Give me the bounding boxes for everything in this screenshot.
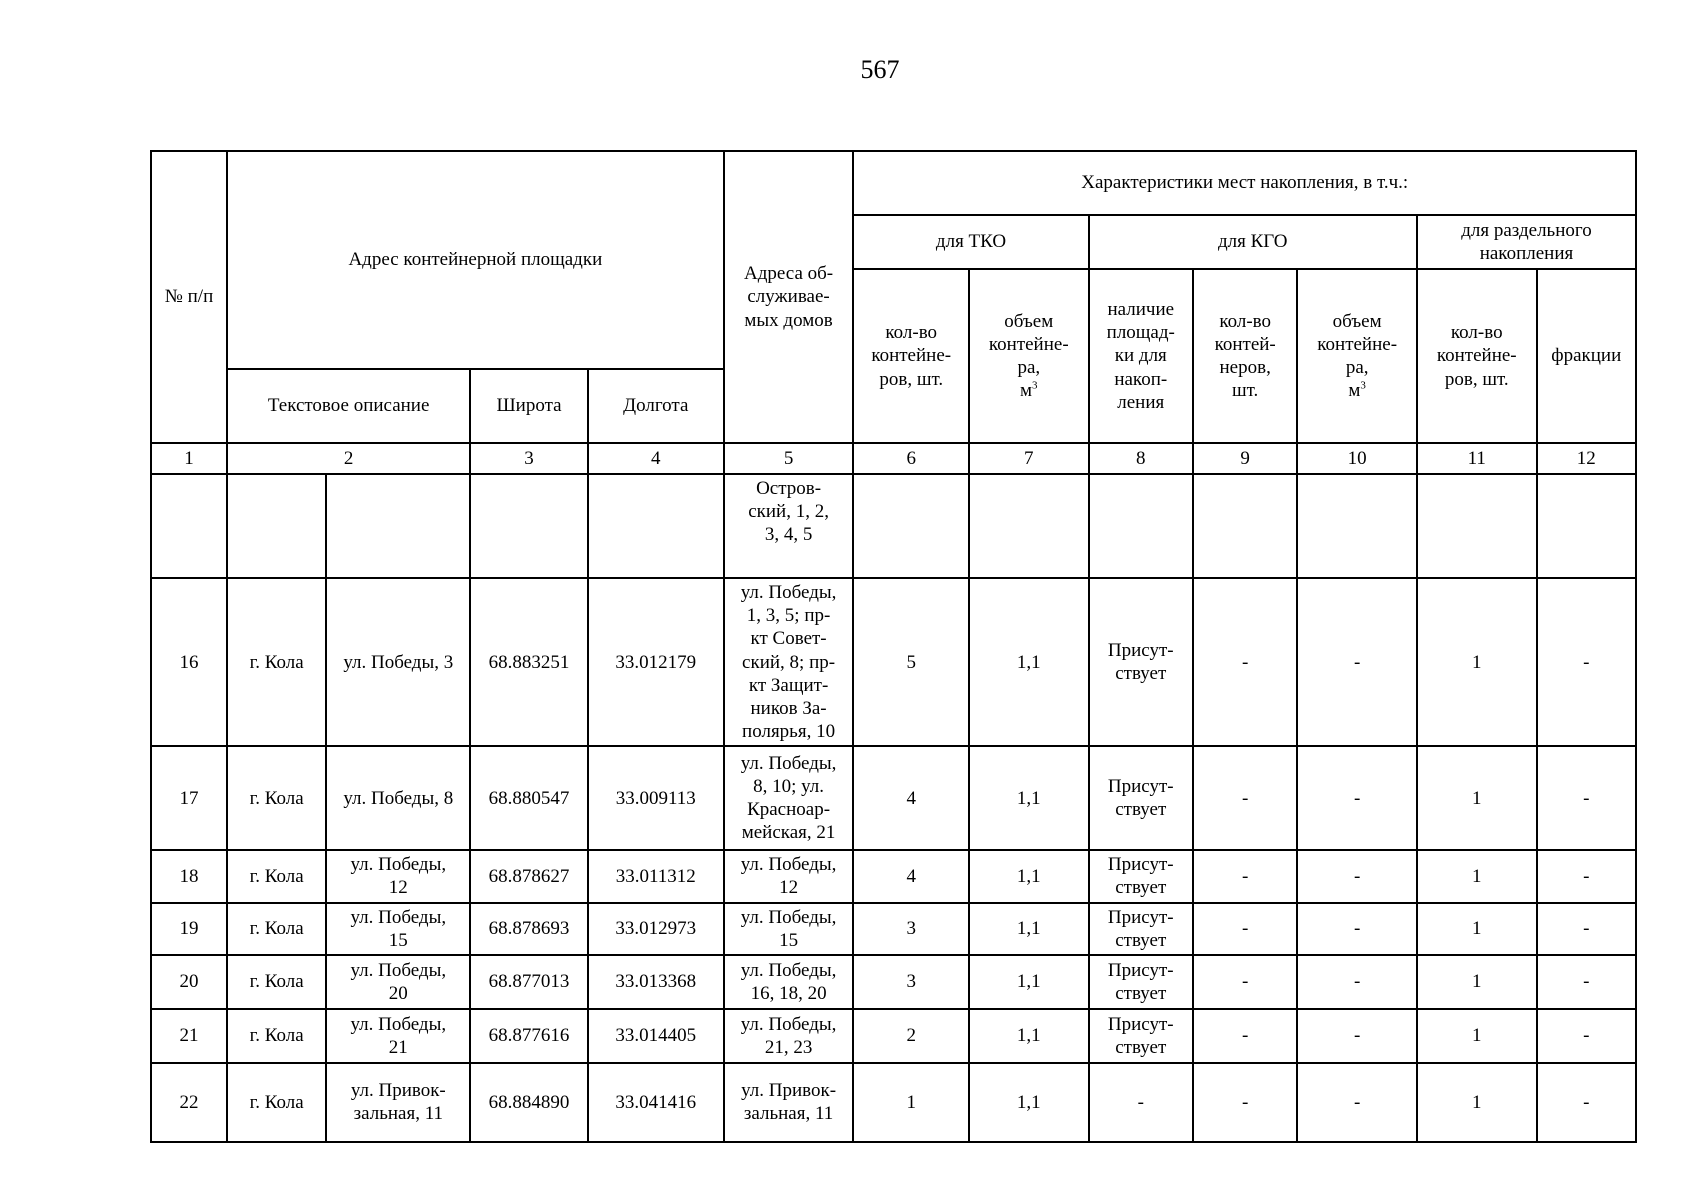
cell-num: 16 [151,578,227,746]
cell-sep-count: 1 [1417,955,1537,1009]
cell-empty [1193,474,1297,578]
cell-latitude: 68.877013 [470,955,588,1009]
header-kgo-volume: объем контейне- ра, $м^3$ [1297,269,1417,443]
cell-street: ул. Победы, 15 [326,903,470,955]
cell-sep-count: 1 [1417,850,1537,902]
cell-longitude: 33.012179 [588,578,724,746]
header-tko-volume: объем контейне- ра, $м^3$ [969,269,1089,443]
cell-sep-fractions: - [1537,1063,1636,1142]
header-longitude: Долгота [588,369,724,443]
header-kgo-presence: наличие площад- ки для накоп- ления [1089,269,1193,443]
table-row [151,746,1636,850]
cell-empty [1297,474,1417,578]
col-number: 9 [1193,443,1297,474]
header-tko: для ТКО [853,215,1088,269]
cell-city: г. Кола [227,1009,326,1063]
cell-longitude: 33.014405 [588,1009,724,1063]
col-number: 10 [1297,443,1417,474]
cell-sep-count: 1 [1417,1009,1537,1063]
col-number: 5 [724,443,854,474]
cell-kgo-volume: - [1297,578,1417,746]
header-tko-count: кол-во контейне- ров, шт. [853,269,969,443]
header-kgo: для КГО [1089,215,1417,269]
cell-empty [227,474,326,578]
table-row [151,1063,1636,1142]
cell-tko-volume: 1,1 [969,1063,1089,1142]
cell-tko-count: 5 [853,578,969,746]
cell-num: 19 [151,903,227,955]
cell-empty [1417,474,1537,578]
col-number: 7 [969,443,1089,474]
header-separate: для раздельного накопления [1417,215,1636,269]
cell-empty [470,474,588,578]
cell-kgo-count: - [1193,903,1297,955]
cell-tko-count: 4 [853,746,969,850]
cell-tko-count: 4 [853,850,969,902]
cell-kgo-count: - [1193,1063,1297,1142]
cell-tko-volume: 1,1 [969,746,1089,850]
table-row [151,1009,1636,1063]
header-kgo-count: кол-во контей- неров, шт. [1193,269,1297,443]
cell-sep-fractions: - [1537,578,1636,746]
cell-street: ул. Победы, 12 [326,850,470,902]
cell-city: г. Кола [227,746,326,850]
cell-sep-fractions: - [1537,903,1636,955]
cell-served-houses: ул. Победы, 21, 23 [724,1009,854,1063]
cell-served-houses: Остров- ский, 1, 2, 3, 4, 5 [724,474,854,578]
cell-num: 20 [151,955,227,1009]
cell-sep-fractions: - [1537,955,1636,1009]
col-number: 3 [470,443,588,474]
cell-kgo-presence: Присут- ствует [1089,1009,1193,1063]
cell-kgo-presence: - [1089,1063,1193,1142]
header-text-description: Текстовое описание [227,369,470,443]
cell-tko-volume: 1,1 [969,578,1089,746]
cell-kgo-presence: Присут- ствует [1089,746,1193,850]
cell-city: г. Кола [227,850,326,902]
col-number: 12 [1537,443,1636,474]
cell-empty [588,474,724,578]
cell-sep-count: 1 [1417,903,1537,955]
cell-empty [151,474,227,578]
cell-tko-count: 2 [853,1009,969,1063]
cell-sep-count: 1 [1417,578,1537,746]
cell-empty [326,474,470,578]
cell-num: 18 [151,850,227,902]
cell-empty [853,474,969,578]
cell-empty [1089,474,1193,578]
col-number: 11 [1417,443,1537,474]
cell-kgo-presence: Присут- ствует [1089,850,1193,902]
cell-kgo-presence: Присут- ствует [1089,903,1193,955]
cell-served-houses: ул. Победы, 15 [724,903,854,955]
cell-tko-volume: 1,1 [969,850,1089,902]
cell-tko-count: 3 [853,903,969,955]
cell-num: 22 [151,1063,227,1142]
cell-city: г. Кола [227,955,326,1009]
cell-city: г. Кола [227,1063,326,1142]
cell-kgo-volume: - [1297,746,1417,850]
cell-kgo-count: - [1193,578,1297,746]
cell-tko-volume: 1,1 [969,955,1089,1009]
cell-street: ул. Привок- зальная, 11 [326,1063,470,1142]
cell-latitude: 68.878693 [470,903,588,955]
cell-street: ул. Победы, 20 [326,955,470,1009]
cell-sep-fractions: - [1537,1009,1636,1063]
cell-tko-count: 1 [853,1063,969,1142]
header-served-houses: Адреса об- служивае- мых домов [724,151,854,443]
cell-kgo-volume: - [1297,903,1417,955]
cell-empty [969,474,1089,578]
page-number: 567 [860,55,900,84]
cell-empty [1537,474,1636,578]
cell-city: г. Кола [227,903,326,955]
table-row [151,955,1636,1009]
header-latitude: Широта [470,369,588,443]
cell-sep-count: 1 [1417,1063,1537,1142]
cell-street: ул. Победы, 8 [326,746,470,850]
cell-kgo-count: - [1193,746,1297,850]
cell-served-houses: ул. Победы, 12 [724,850,854,902]
cell-longitude: 33.012973 [588,903,724,955]
container-sites-table [150,150,1637,1143]
header-sep-count: кол-во контейне- ров, шт. [1417,269,1537,443]
cell-sep-fractions: - [1537,850,1636,902]
cell-street: ул. Победы, 3 [326,578,470,746]
col-number: 2 [227,443,470,474]
header-sep-fractions: фракции [1537,269,1636,443]
cell-kgo-count: - [1193,1009,1297,1063]
cell-latitude: 68.883251 [470,578,588,746]
cell-latitude: 68.877616 [470,1009,588,1063]
cell-tko-volume: 1,1 [969,903,1089,955]
table-row [151,850,1636,902]
cell-sep-fractions: - [1537,746,1636,850]
cell-longitude: 33.009113 [588,746,724,850]
cell-kgo-volume: - [1297,1009,1417,1063]
table-row-continuation [151,474,1636,578]
cell-num: 17 [151,746,227,850]
cell-kgo-volume: - [1297,1063,1417,1142]
cell-tko-count: 3 [853,955,969,1009]
cell-longitude: 33.013368 [588,955,724,1009]
cell-kgo-presence: Присут- ствует [1089,955,1193,1009]
cell-num: 21 [151,1009,227,1063]
table-row [151,903,1636,955]
header-address: Адрес контейнерной площадки [227,151,724,369]
cell-longitude: 33.041416 [588,1063,724,1142]
header-num: № п/п [151,151,227,443]
header-characteristics: Характеристики мест накопления, в т.ч.: [853,151,1636,215]
cell-served-houses: ул. Победы, 1, 3, 5; пр- кт Совет- ский, 8; пр- кт Защит- ников За- полярья, 10 [724,578,854,746]
cell-served-houses: ул. Привок- зальная, 11 [724,1063,854,1142]
cell-latitude: 68.880547 [470,746,588,850]
cell-kgo-count: - [1193,850,1297,902]
cell-city: г. Кола [227,578,326,746]
cell-kgo-volume: - [1297,955,1417,1009]
col-number: 1 [151,443,227,474]
cell-served-houses: ул. Победы, 16, 18, 20 [724,955,854,1009]
cell-served-houses: ул. Победы, 8, 10; ул. Красноар- мейская, 21 [724,746,854,850]
cell-street: ул. Победы, 21 [326,1009,470,1063]
table-row [151,578,1636,746]
cell-latitude: 68.878627 [470,850,588,902]
cell-tko-volume: 1,1 [969,1009,1089,1063]
cell-kgo-count: - [1193,955,1297,1009]
cell-kgo-volume: - [1297,850,1417,902]
col-number: 6 [853,443,969,474]
cell-kgo-presence: Присут- ствует [1089,578,1193,746]
cell-sep-count: 1 [1417,746,1537,850]
col-number: 8 [1089,443,1193,474]
col-number: 4 [588,443,724,474]
cell-latitude: 68.884890 [470,1063,588,1142]
cell-longitude: 33.011312 [588,850,724,902]
